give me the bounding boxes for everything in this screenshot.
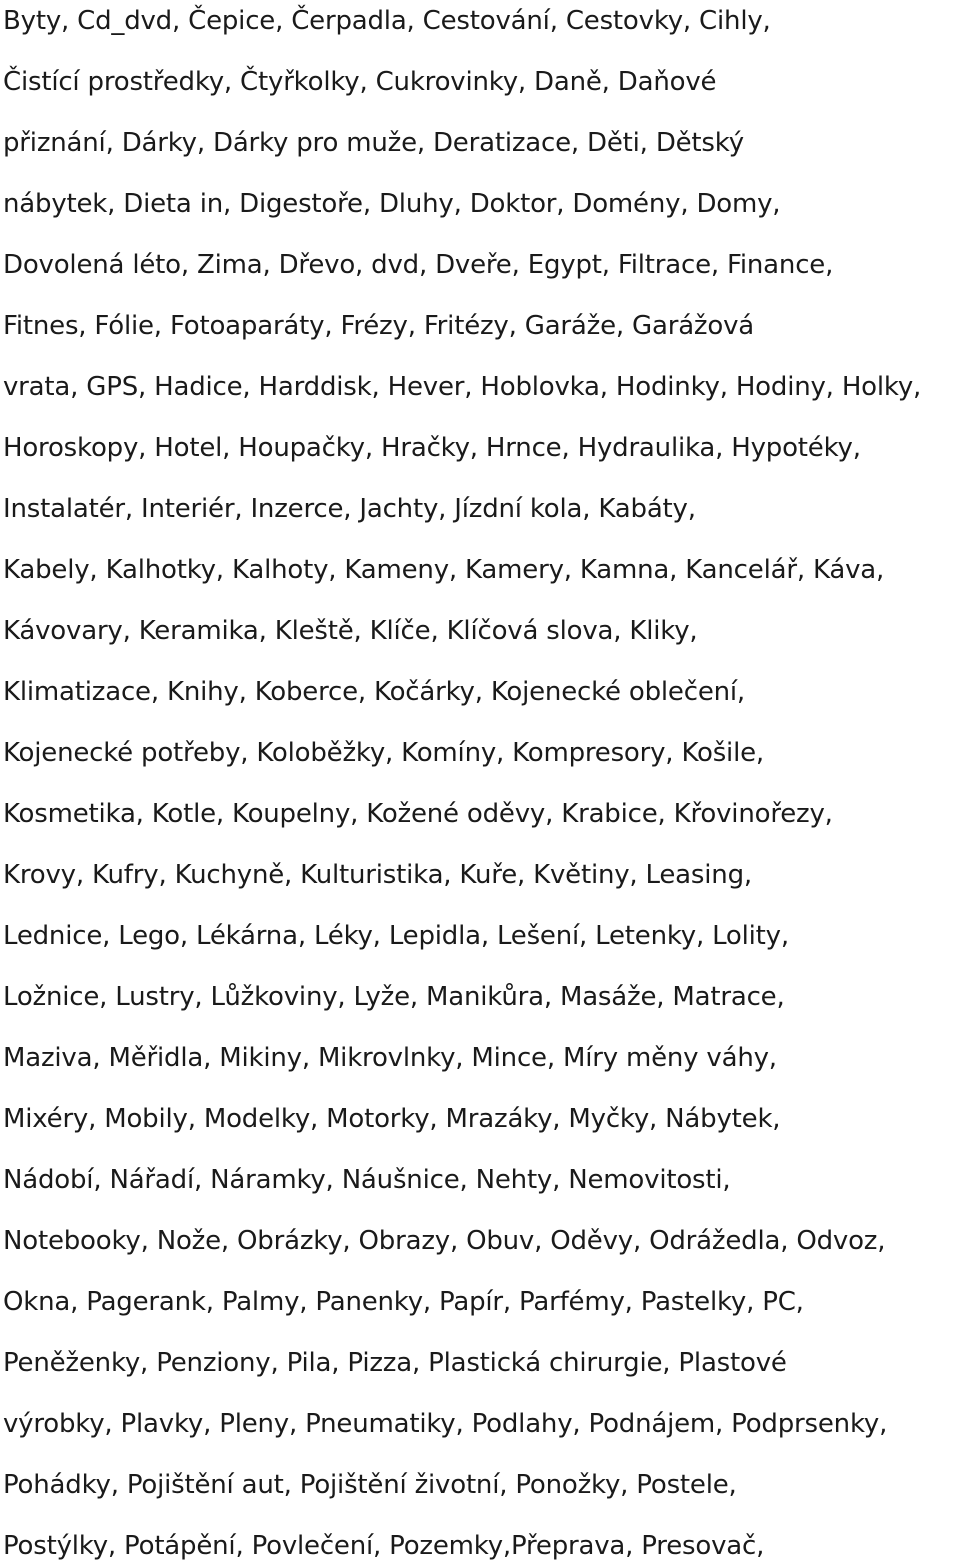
text-line: Mixéry, Mobily, Modelky, Motorky, Mrazáky, Myčky, Nábytek, <box>3 1104 781 1134</box>
text-line: Dovolená léto, Zima, Dřevo, dvd, Dveře, Egypt, Filtrace, Finance, <box>3 250 834 280</box>
text-line: Pohádky, Pojištění aut, Pojištění životní, Ponožky, Postele, <box>3 1470 737 1500</box>
text-line: Horoskopy, Hotel, Houpačky, Hračky, Hrnce, Hydraulika, Hypotéky, <box>3 433 861 463</box>
text-line: Čistící prostředky, Čtyřkolky, Cukrovinky, Daně, Daňové <box>3 67 717 97</box>
text-line: Maziva, Měřidla, Mikiny, Mikrovlnky, Mince, Míry měny váhy, <box>3 1043 777 1073</box>
text-line: Krovy, Kufry, Kuchyně, Kulturistika, Kuře, Květiny, Leasing, <box>3 860 752 890</box>
text-line: Lednice, Lego, Lékárna, Léky, Lepidla, Lešení, Letenky, Lolity, <box>3 921 789 951</box>
text-line: nábytek, Dieta in, Digestoře, Dluhy, Doktor, Domény, Domy, <box>3 189 781 219</box>
text-line: Kabely, Kalhotky, Kalhoty, Kameny, Kamery, Kamna, Kancelář, Káva, <box>3 555 885 585</box>
text-line: Fitnes, Fólie, Fotoaparáty, Frézy, Fritézy, Garáže, Garážová <box>3 311 755 341</box>
text-line: Postýlky, Potápění, Povlečení, Pozemky,Přeprava, Presovač, <box>3 1531 765 1561</box>
text-line: Peněženky, Penziony, Pila, Pizza, Plastická chirurgie, Plastové <box>3 1348 787 1378</box>
text-line: Klimatizace, Knihy, Koberce, Kočárky, Kojenecké oblečení, <box>3 677 745 707</box>
text-line: Nádobí, Nářadí, Náramky, Náušnice, Nehty, Nemovitosti, <box>3 1165 731 1195</box>
text-line: Kojenecké potřeby, Koloběžky, Komíny, Kompresory, Košile, <box>3 738 764 768</box>
text-line: výrobky, Plavky, Pleny, Pneumatiky, Podlahy, Podnájem, Podprsenky, <box>3 1409 888 1439</box>
text-line: Notebooky, Nože, Obrázky, Obrazy, Obuv, Oděvy, Odrážedla, Odvoz, <box>3 1226 886 1256</box>
text-line: Byty, Cd_dvd, Čepice, Čerpadla, Cestování, Cestovky, Cihly, <box>3 6 771 36</box>
text-line: Okna, Pagerank, Palmy, Panenky, Papír, Parfémy, Pastelky, PC, <box>3 1287 804 1317</box>
text-line: Ložnice, Lustry, Lůžkoviny, Lyže, Manikůra, Masáže, Matrace, <box>3 982 785 1012</box>
text-line: Instalatér, Interiér, Inzerce, Jachty, Jízdní kola, Kabáty, <box>3 494 696 524</box>
text-line: vrata, GPS, Hadice, Harddisk, Hever, Hoblovka, Hodinky, Hodiny, Holky, <box>3 372 922 402</box>
text-line: přiznání, Dárky, Dárky pro muže, Deratizace, Děti, Dětský <box>3 128 744 158</box>
text-line: Kosmetika, Kotle, Koupelny, Kožené oděvy, Krabice, Křovinořezy, <box>3 799 833 829</box>
text-line: Kávovary, Keramika, Kleště, Klíče, Klíčová slova, Kliky, <box>3 616 698 646</box>
